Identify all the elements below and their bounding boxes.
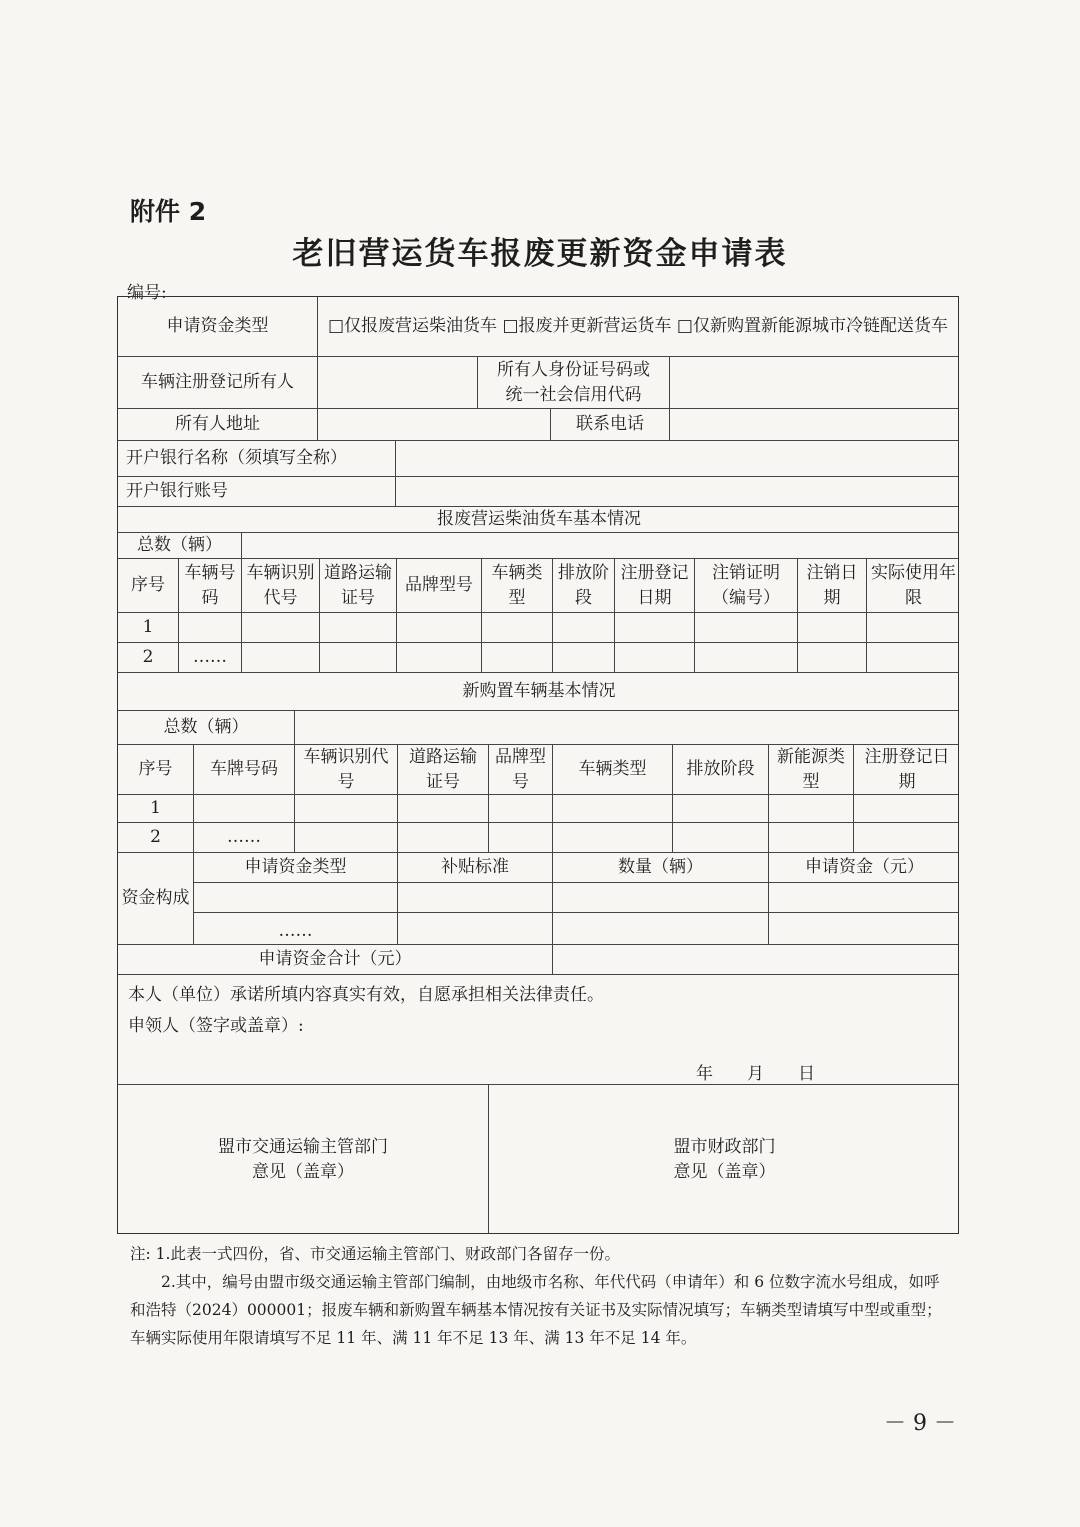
page-number: － 9 － — [884, 1411, 956, 1436]
declaration-statement: 本人（单位）承诺所填内容真实有效，自愿承担相关法律责任。 — [128, 985, 604, 1005]
new-header-vin: 车辆识别代号 — [295, 745, 398, 795]
phone-field[interactable] — [670, 409, 959, 441]
funding-cell[interactable] — [553, 883, 769, 913]
scrap-header-seq: 序号 — [118, 559, 179, 613]
phone-label: 联系电话 — [551, 409, 670, 441]
transport-dept-approval[interactable] — [118, 1085, 489, 1234]
new-cell[interactable] — [398, 795, 489, 823]
new-header-seq: 序号 — [118, 745, 194, 795]
funding-cell[interactable] — [194, 883, 398, 913]
new-header-permit: 道路运输证号 — [398, 745, 489, 795]
new-header-brand: 品牌型号 — [489, 745, 553, 795]
funding-header-amount: 申请资金（元） — [769, 853, 959, 883]
fund-type-options[interactable]: □仅报废营运柴油货车 □报废并更新营运货车 □仅新购置新能源城市冷链配送货车 — [318, 297, 959, 357]
fund-type-label: 申请资金类型 — [118, 297, 318, 357]
funding-total-label: 申请资金合计（元） — [118, 945, 553, 975]
new-header-emission: 排放阶段 — [673, 745, 769, 795]
finance-dept-line2: 意见（盖章） — [673, 1162, 776, 1182]
bank-name-label: 开户银行名称（须填写全称） — [118, 441, 396, 477]
new-cell[interactable] — [489, 823, 553, 853]
new-header-plate: 车牌号码 — [194, 745, 295, 795]
transport-dept-line2: 意见（盖章） — [252, 1162, 354, 1182]
scrap-cell[interactable] — [397, 613, 482, 643]
new-cell[interactable] — [854, 795, 959, 823]
scrap-ellipsis: …… — [179, 643, 242, 673]
new-cell[interactable] — [553, 795, 673, 823]
attachment-label: 附件 2 — [130, 197, 207, 226]
scrap-cell[interactable] — [397, 643, 482, 673]
id-label-line2: 统一社会信用代码 — [505, 384, 642, 405]
finance-dept-line1: 盟市财政部门 — [673, 1137, 776, 1158]
declaration-block — [118, 975, 959, 1085]
scrap-cell[interactable] — [482, 643, 553, 673]
scrap-header-vin: 车辆识别代号 — [242, 559, 320, 613]
scrap-total-field[interactable] — [242, 533, 959, 559]
scrap-row-number: 1 — [118, 613, 179, 643]
funding-cell[interactable] — [398, 913, 553, 945]
owner-field[interactable] — [318, 357, 478, 409]
funding-header-quantity: 数量（辆） — [553, 853, 769, 883]
new-cell[interactable] — [194, 795, 295, 823]
id-number-label — [478, 357, 670, 409]
scrap-cell[interactable] — [482, 613, 553, 643]
scrap-header-reg-date: 注册登记日期 — [615, 559, 695, 613]
scrap-row-number: 2 — [118, 643, 179, 673]
funding-header-standard: 补贴标准 — [398, 853, 553, 883]
note-2: 2.其中，编号由盟市级交通运输主管部门编制，由地级市名称、年代代码（申请年）和 6 位数字流水号组成，如呼和浩特（2024）000001；报废车辆和新购置车辆基本情况按有关证书及实际情况填写；车辆类型请填写中型或重型；车辆实际使用年限请填写不足 11 年、满 11 年不足 13 年、满 13 年不足 14 年。 — [130, 1273, 942, 1347]
new-cell[interactable] — [398, 823, 489, 853]
scrap-header-cancel-cert: 注销证明（编号） — [695, 559, 798, 613]
scrap-cell[interactable] — [179, 613, 242, 643]
scrap-header-years: 实际使用年限 — [867, 559, 959, 613]
new-header-reg-date: 注册登记日期 — [854, 745, 959, 795]
signer-label[interactable]: 申领人（签字或盖章）: — [128, 1015, 304, 1036]
application-form-table — [117, 296, 959, 1234]
scrap-header-cancel-date: 注销日期 — [798, 559, 867, 613]
scrap-cell[interactable] — [867, 643, 959, 673]
scrap-total-label: 总数（辆） — [118, 533, 242, 559]
form-title: 老旧营运货车报废更新资金申请表 — [292, 236, 788, 272]
scrap-cell[interactable] — [615, 613, 695, 643]
finance-dept-approval[interactable] — [489, 1085, 959, 1234]
scrap-cell[interactable] — [242, 643, 320, 673]
new-cell[interactable] — [295, 823, 398, 853]
funding-header-type: 申请资金类型 — [194, 853, 398, 883]
new-total-label: 总数（辆） — [118, 711, 295, 745]
bank-account-label: 开户银行账号 — [118, 477, 396, 507]
scrap-cell[interactable] — [320, 643, 397, 673]
new-row-number: 1 — [118, 795, 194, 823]
transport-dept-line1: 盟市交通运输主管部门 — [218, 1137, 388, 1158]
scrap-section-title: 报废营运柴油货车基本情况 — [118, 507, 959, 533]
scrap-cell[interactable] — [798, 613, 867, 643]
notes — [130, 1240, 950, 1352]
scrap-cell[interactable] — [798, 643, 867, 673]
scrap-cell[interactable] — [695, 613, 798, 643]
owner-label: 车辆注册登记所有人 — [118, 357, 318, 409]
scrap-header-permit: 道路运输证号 — [320, 559, 397, 613]
new-header-type: 车辆类型 — [553, 745, 673, 795]
funding-label: 资金构成 — [118, 853, 194, 945]
new-cell[interactable] — [769, 823, 854, 853]
new-cell[interactable] — [295, 795, 398, 823]
declaration-date[interactable]: 年 月 日 — [696, 1064, 815, 1085]
funding-cell[interactable] — [398, 883, 553, 913]
scrap-header-plate: 车辆号码 — [179, 559, 242, 613]
new-cell[interactable] — [489, 795, 553, 823]
new-cell[interactable] — [673, 823, 769, 853]
funding-cell[interactable] — [769, 913, 959, 945]
serial-number-label: 编号: — [127, 283, 167, 303]
scrap-cell[interactable] — [867, 613, 959, 643]
scrap-cell[interactable] — [553, 643, 615, 673]
scrap-header-emission: 排放阶段 — [553, 559, 615, 613]
scrap-cell[interactable] — [553, 613, 615, 643]
scrap-cell[interactable] — [695, 643, 798, 673]
new-cell[interactable] — [553, 823, 673, 853]
bank-name-field[interactable] — [396, 441, 959, 477]
funding-cell[interactable] — [553, 913, 769, 945]
scrap-header-brand: 品牌型号 — [397, 559, 482, 613]
address-label: 所有人地址 — [118, 409, 318, 441]
new-cell[interactable] — [673, 795, 769, 823]
funding-total-field[interactable] — [553, 945, 959, 975]
new-total-field[interactable] — [295, 711, 959, 745]
id-number-field[interactable] — [670, 357, 959, 409]
scrap-header-type: 车辆类型 — [482, 559, 553, 613]
funding-ellipsis: …… — [194, 913, 398, 945]
note-1: 注: 1.此表一式四份，省、市交通运输主管部门、财政部门各留存一份。 — [130, 1245, 620, 1263]
id-label-line1: 所有人身份证号码或 — [497, 359, 650, 380]
bank-account-field[interactable] — [396, 477, 959, 507]
new-ellipsis: …… — [194, 823, 295, 853]
new-cell[interactable] — [854, 823, 959, 853]
scrap-cell[interactable] — [615, 643, 695, 673]
new-cell[interactable] — [769, 795, 854, 823]
address-field[interactable] — [318, 409, 551, 441]
new-row-number: 2 — [118, 823, 194, 853]
scrap-cell[interactable] — [242, 613, 320, 643]
new-section-title: 新购置车辆基本情况 — [118, 673, 959, 711]
scrap-cell[interactable] — [320, 613, 397, 643]
funding-cell[interactable] — [769, 883, 959, 913]
new-header-energy-type: 新能源类型 — [769, 745, 854, 795]
